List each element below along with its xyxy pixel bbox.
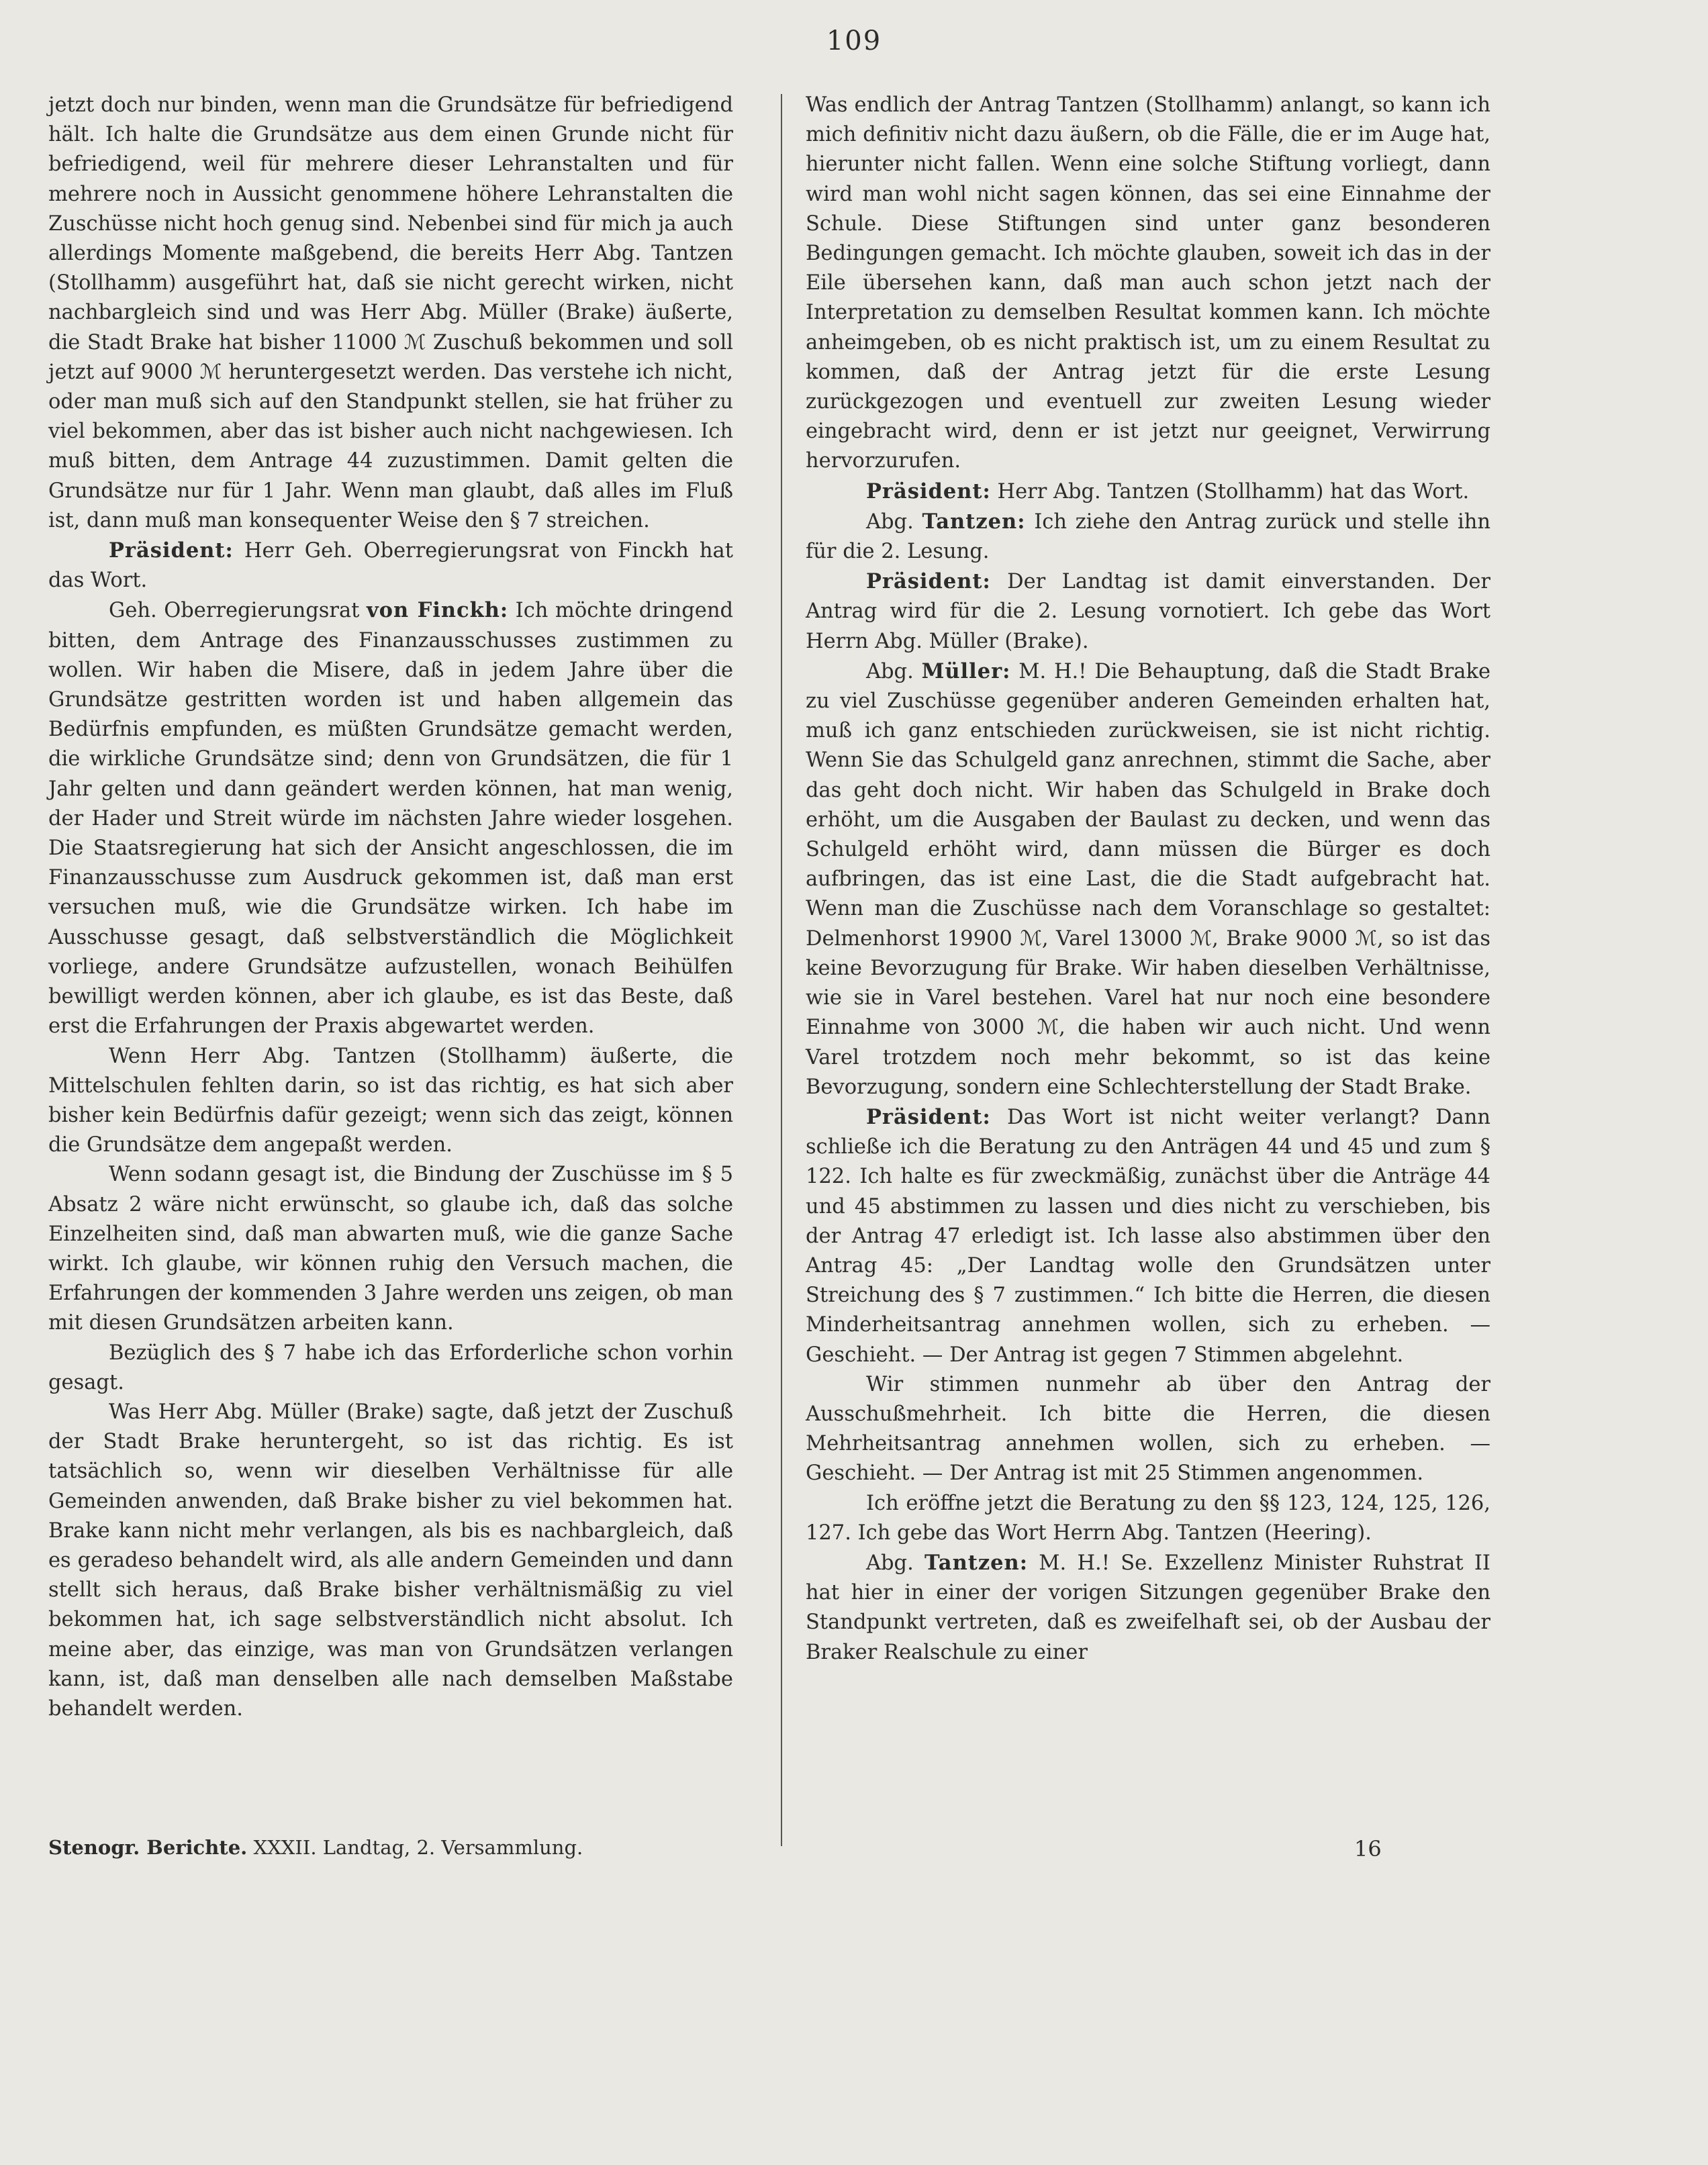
paragraph — [806, 1548, 1490, 1668]
paragraph — [48, 1160, 733, 1338]
column-divider — [781, 94, 782, 1846]
speaker-title: Geh. Oberregierungsrat — [109, 599, 367, 623]
speaker-name: Tantzen: — [922, 509, 1026, 534]
page-footer — [48, 1836, 1660, 1862]
speaker-name: Präsident: — [866, 479, 991, 503]
paragraph — [806, 567, 1490, 657]
paragraph-text: Herr Abg. Tantzen (Stollhamm) hat das Wort. — [990, 479, 1470, 503]
speaker-title: Abg. — [866, 510, 922, 534]
paragraph-text: Was Herr Abg. Müller (Brake) sagte, daß jetzt der Zuschuß der Stadt Brake heruntergeht, so ist das richtig. Es ist tatsächlich so, wenn wir dieselben Verhältnisse für alle Gemeinden anwenden, daß Brake bisher zu viel bekommen hat. Brake kann nicht mehr verlangen, als bis es nachbargleich, daß es geradeso behandelt wird, als alle andern Gemeinden und dann stellt sich heraus, daß Brake bisher verhältnismäßig zu viel bekommen hat, ich sage selbstverständlich nicht absolut. Ich meine aber, das einzige, was man von Grundsätzen verlangen kann, ist, daß man denselben alle nach demselben Maßstabe behandelt werden. — [48, 1400, 733, 1721]
paragraph-text: Das Wort ist nicht weiter verlangt? Dann schließe ich die Beratung zu den Anträgen 44 und 45 und zum § 122. Ich halte es für zweckmäßig, zunächst über die Anträge 44 und 45 abstimmen zu lassen und dies nicht zu verschieben, bis der Antrag 47 erledigt ist. Ich lasse also abstimmen über den Antrag 45: „Der Landtag wolle den Grundsätzen unter Streichung des § 7 zustimmen.“ Ich bitte die Herren, die diesen Minderheitsantrag annehmen wollen, sich zu erheben. — Geschieht. — Der Antrag ist gegen 7 Stimmen abgelehnt. — [806, 1105, 1490, 1367]
paragraph — [48, 91, 733, 536]
paragraph — [48, 1042, 733, 1161]
paragraph-text: Wenn Herr Abg. Tantzen (Stollhamm) äußerte, die Mittelschulen fehlten darin, so ist das richtig, es hat sich aber bisher kein Bedürfnis dafür gezeigt; wenn sich das zeigt, können die Grundsätze dem angepaßt werden. — [48, 1044, 733, 1157]
paragraph — [806, 477, 1490, 507]
paragraph-text: jetzt doch nur binden, wenn man die Grundsätze für befriedigend hält. Ich halte die Grundsätze aus dem einen Grunde nicht für befriedigend, weil für mehrere dieser Lehranstalten und für mehrere noch in Aussicht genommene höhere Lehranstalten die Zuschüsse nicht hoch genug sind. Nebenbei sind für mich ja auch allerdings Momente maßgebend, die bereits Herr Abg. Tantzen (Stollhamm) ausgeführt hat, daß sie nicht gerecht wirken, nicht nachbargleich sind und was Herr Abg. Müller (Brake) äußerte, die Stadt Brake hat bisher 11000 ℳ Zuschuß bekommen und soll jetzt auf 9000 ℳ heruntergesetzt werden. Das verstehe ich nicht, oder man muß sich auf den Standpunkt stellen, sie hat früher zu viel bekommen, aber das ist bisher auch nicht nachgewiesen. Ich muß bitten, dem Antrage 44 zuzustimmen. Damit gelten die Grundsätze nur für 1 Jahr. Wenn man glaubt, daß alles im Fluß ist, dann muß man konsequenter Weise den § 7 streichen. — [48, 93, 733, 532]
paragraph-text: Der Landtag ist damit einverstanden. Der Antrag wird für die 2. Lesung vornotiert. Ich gebe das Wort Herrn Abg. Müller (Brake). — [806, 570, 1490, 653]
speaker-name: Müller: — [921, 659, 1011, 683]
footer-session: XXXII. Landtag, 2. Versammlung. — [253, 1836, 583, 1859]
speaker-name: Präsident: — [866, 1104, 991, 1129]
paragraph — [48, 1398, 733, 1724]
right-text-column — [806, 91, 1490, 1668]
paragraph — [48, 1339, 733, 1398]
paragraph — [806, 91, 1490, 477]
paragraph-text: Wenn sodann gesagt ist, die Bindung der Zuschüsse im § 5 Absatz 2 wäre nicht erwünscht, so glaube ich, daß das solche Einzelheiten sind, daß man abwarten muß, wie die ganze Sache wirkt. Ich glaube, wir können ruhig den Versuch machen, die Erfahrungen der kommenden 3 Jahre werden uns zeigen, ob man mit diesen Grundsätzen arbeiten kann. — [48, 1163, 733, 1335]
paragraph — [48, 595, 733, 1041]
paragraph-text: M. H.! Die Behauptung, daß die Stadt Brake zu viel Zuschüsse gegenüber anderen Gemeinden erhalten hat, muß ich ganz entschieden zurückweisen, sie ist nicht richtig. Wenn Sie das Schulgeld ganz anrechnen, stimmt die Sache, aber das geht doch nicht. Wir haben das Schulgeld in Brake doch erhöht, um die Ausgaben der Baulast zu decken, und wenn das Schulgeld erhöht wird, dann müssen die Bürger es doch aufbringen, das ist eine Last, die die Stadt aufgebracht hat. Wenn man die Zuschüsse nach dem Voranschlage so gestaltet: Delmenhorst 19900 ℳ, Varel 13000 ℳ, Brake 9000 ℳ, so ist das keine Bevorzugung für Brake. Wir haben dieselben Verhältnisse, wie sie in Varel bestehen. Varel hat nur noch eine besondere Einnahme von 3000 ℳ, die haben wir auch nicht. Und wenn Varel trotzdem noch mehr bekommt, so ist das keine Bevorzugung, sondern eine Schlechterstellung der Stadt Brake. — [806, 659, 1491, 1099]
paragraph-text: Bezüglich des § 7 habe ich das Erforderliche schon vorhin gesagt. — [48, 1341, 733, 1394]
paragraph — [806, 507, 1490, 567]
paragraph — [48, 536, 733, 595]
paragraph — [806, 1489, 1490, 1548]
speaker-title: Abg. — [866, 1551, 925, 1575]
footer-signature: 16 — [1354, 1836, 1382, 1862]
paragraph-text: Was endlich der Antrag Tantzen (Stollhamm) anlangt, so kann ich mich definitiv nicht dazu äußern, ob die Fälle, die er im Auge hat, hierunter nicht fallen. Wenn eine solche Stiftung vorliegt, dann wird man wohl nicht sagen können, das sei eine Einnahme der Schule. Diese Stiftungen sind unter ganz besonderen Bedingungen gemacht. Ich möchte glauben, soweit ich das in der Eile übersehen kann, daß man auch schon jetzt nach der Interpretation zu demselben Resultat kommen kann. Ich möchte anheimgeben, ob es nicht praktisch ist, um zu einem Resultat zu kommen, daß der Antrag jetzt für die erste Lesung zurückgezogen und eventuell zur zweiten Lesung wieder eingebracht wird, denn er ist jetzt nur geeignet, Verwirrung hervorzurufen. — [806, 93, 1490, 473]
speaker-name: Präsident: — [866, 569, 991, 594]
speaker-name: Tantzen: — [924, 1550, 1028, 1575]
paragraph-text: Ich ziehe den Antrag zurück und stelle ihn für die 2. Lesung. — [806, 510, 1491, 564]
paragraph-text: Ich eröffne jetzt die Beratung zu den §§ 123, 124, 125, 126, 127. Ich gebe das Wort Herrn Abg. Tantzen (Heering). — [806, 1491, 1490, 1545]
paragraph — [806, 1102, 1490, 1370]
paragraph-text: Ich möchte dringend bitten, dem Antrage des Finanzausschusses zustimmen zu wollen. Wir haben die Misere, daß in jedem Jahre über die Grundsätze gestritten worden ist und haben allgemein das Bedürfnis empfunden, es müßten Grundsätze gemacht werden, die wirkliche Grundsätze sind; denn von Grundsätzen, die für 1 Jahr gelten und dann geändert werden können, hat man wenig, der Hader und Streit würde im nächsten Jahre wieder losgehen. Die Staatsregierung hat sich der Ansicht angeschlossen, die im Finanzausschusse zum Ausdruck gekommen ist, daß man erst versuchen muß, wie die Grundsätze wirken. Ich habe im Ausschusse gesagt, daß selbstverständlich die Möglichkeit vorliege, andere Grundsätze aufzustellen, wonach Beihülfen bewilligt werden können, aber ich glaube, es ist das Beste, daß erst die Erfahrungen der Praxis abgewartet werden. — [48, 599, 733, 1039]
paragraph — [806, 1370, 1490, 1489]
left-text-column — [48, 91, 733, 1724]
page-number: 109 — [826, 26, 882, 56]
paragraph-text: Herr Geh. Oberregierungsrat von Finckh hat das Wort. — [48, 539, 733, 593]
paragraph-text: M. H.! Se. Exzellenz Minister Ruhstrat II hat hier in einer der vorigen Sitzungen gegenüber Brake den Standpunkt vertreten, daß es zweifelhaft sei, ob der Ausbau der Braker Realschule zu einer — [806, 1551, 1490, 1664]
footer-journal: Stenogr. Berichte. — [48, 1836, 248, 1859]
speaker-name: Präsident: — [109, 538, 234, 563]
speaker-title: Abg. — [866, 659, 922, 683]
paragraph-text: Wir stimmen nunmehr ab über den Antrag der Ausschußmehrheit. Ich bitte die Herren, die diesen Mehrheitsantrag annehmen wollen, sich zu erheben. — Geschieht. — Der Antrag ist mit 25 Stimmen angenommen. — [806, 1372, 1490, 1486]
speaker-name: von Finckh: — [366, 598, 509, 623]
paragraph — [806, 657, 1490, 1102]
